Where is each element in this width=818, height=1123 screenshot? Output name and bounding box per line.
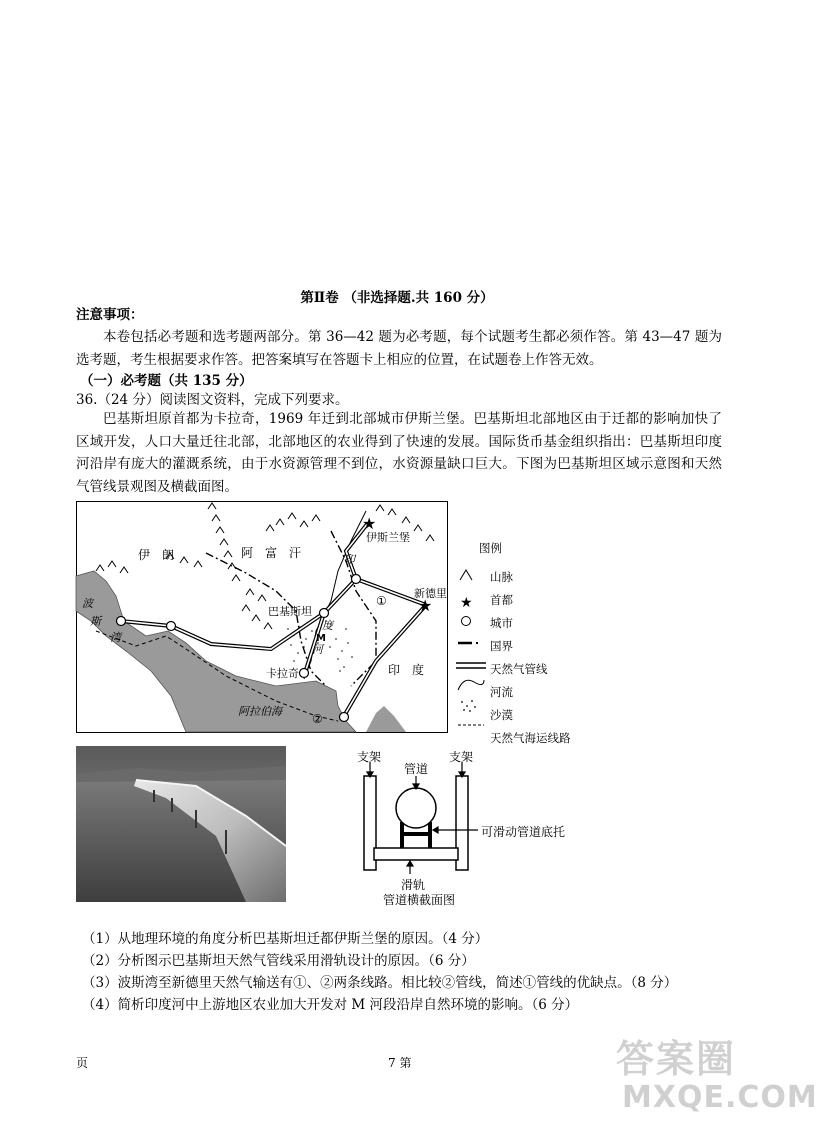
legend-label-desert: 沙漠 xyxy=(490,708,513,722)
footer-left: 页 xyxy=(76,1056,89,1070)
legend-label-sea-route: 天然气海运线路 xyxy=(490,731,571,745)
label-support-left: 支架 xyxy=(357,750,382,764)
label-persian-gulf-3: 湾 xyxy=(110,631,121,644)
label-iran: 伊 朗 xyxy=(138,548,175,562)
label-pipe: 管道 xyxy=(404,762,429,776)
capital-star-islamabad: ★ xyxy=(362,514,377,533)
legend-label-pipeline: 天然气管线 xyxy=(490,662,548,676)
label-karachi: 卡拉奇 xyxy=(266,667,299,680)
legend-label-city: 城市 xyxy=(490,616,513,630)
label-pakistan: 巴基斯坦 xyxy=(268,605,312,618)
legend-title: 图例 xyxy=(479,541,502,555)
part-heading: （一）必考题（共 135 分） xyxy=(80,373,253,389)
pipeline-photo xyxy=(76,746,286,902)
label-support-right: 支架 xyxy=(449,750,474,764)
label-rail: 滑轨 xyxy=(401,878,426,892)
notice-text: 本卷包括必考题和选考题两部分。第 36—42 题为必考题，每个试题考生都必须作答。第 43—47 题为选考题，考生根据要求作答。把答案填写在答题卡上相应的位置，在试题卷上作答无效。 xyxy=(76,329,722,368)
capital-star-icon: ★ xyxy=(460,595,473,611)
legend-label-capital: 首都 xyxy=(490,593,513,607)
slide-rail xyxy=(374,848,458,860)
question-intro: 36.（24 分）阅读图文资料，完成下列要求。 xyxy=(76,392,349,408)
section-title: 第Ⅱ卷 （非选择题.共 160 分） xyxy=(300,290,494,306)
footer-page: 7 第 xyxy=(388,1056,412,1070)
label-cross-section-caption: 管道横截面图 xyxy=(383,893,456,907)
watermark-url: MXQE.COM xyxy=(622,1080,818,1115)
sub-question-2: （2）分析图示巴基斯坦天然气管线采用滑轨设计的原因。（6 分） xyxy=(82,953,475,969)
label-afghanistan: 阿 富 汗 xyxy=(241,546,302,560)
label-persian-gulf-2: 斯 xyxy=(90,615,101,628)
mountain-icon xyxy=(460,570,472,580)
label-route1: ① xyxy=(376,594,387,608)
label-du: 度 xyxy=(322,619,333,632)
legend-label-border: 国界 xyxy=(490,639,513,653)
label-islamabad: 伊斯兰堡 xyxy=(366,531,410,544)
label-m: M xyxy=(316,633,326,644)
label-bracket: 可滑动管道底托 xyxy=(481,825,566,839)
sub-question-4: （4）简析印度河中上游地区农业加大开发对 M 河段沿岸自然环境的影响。（6 分） xyxy=(82,997,579,1013)
region-map xyxy=(76,501,448,733)
gas-pipeline-icon xyxy=(456,663,486,668)
label-arabian-sea: 阿拉伯海 xyxy=(238,705,282,718)
label-route2: ② xyxy=(312,712,323,726)
label-he: 河 xyxy=(312,643,323,656)
watermark-logo: 答案圈 xyxy=(616,1037,737,1081)
city-circle-icon xyxy=(462,617,471,626)
notice-heading: 注意事项： xyxy=(76,307,144,323)
question-passage: 巴基斯坦原首都为卡拉奇，1969 年迁到北部城市伊斯兰堡。巴基斯坦北部地区由于迁都的影响加快了区域开发，人口大量迁往北部，北部地区的农业得到了快速的发展。国际货币基金组织指出：巴基斯坦印度河沿岸有庞大的灌溉系统，由于水资源管理不到位，水资源量缺口巨大。下图为巴基斯坦区域示意图和天然气管线景观图及横截面图。 xyxy=(76,411,722,495)
sub-question-3: （3）波斯湾至新德里天然气输送有①、②两条线路。相比较②管线，简述①管线的优缺点。（8 分） xyxy=(82,975,678,991)
sub-question-1: （1）从地理环境的角度分析巴基斯坦迁都伊斯兰堡的原因。（4 分） xyxy=(82,931,489,947)
label-yin: 印 xyxy=(344,553,355,566)
map-legend xyxy=(475,540,502,556)
legend-label-mountain: 山脉 xyxy=(490,570,513,584)
legend-label-river: 河流 xyxy=(490,685,513,699)
pipe-circle xyxy=(396,788,436,828)
label-persian-gulf-1: 波 xyxy=(82,597,93,610)
desert-icon xyxy=(461,700,476,712)
legend-labels xyxy=(490,566,571,750)
label-new-delhi: 新德里 xyxy=(414,587,447,600)
capital-star-new-delhi: ★ xyxy=(418,596,433,615)
river-icon xyxy=(458,680,484,690)
label-india: 印 度 xyxy=(388,663,425,677)
legend-icons xyxy=(454,564,488,734)
